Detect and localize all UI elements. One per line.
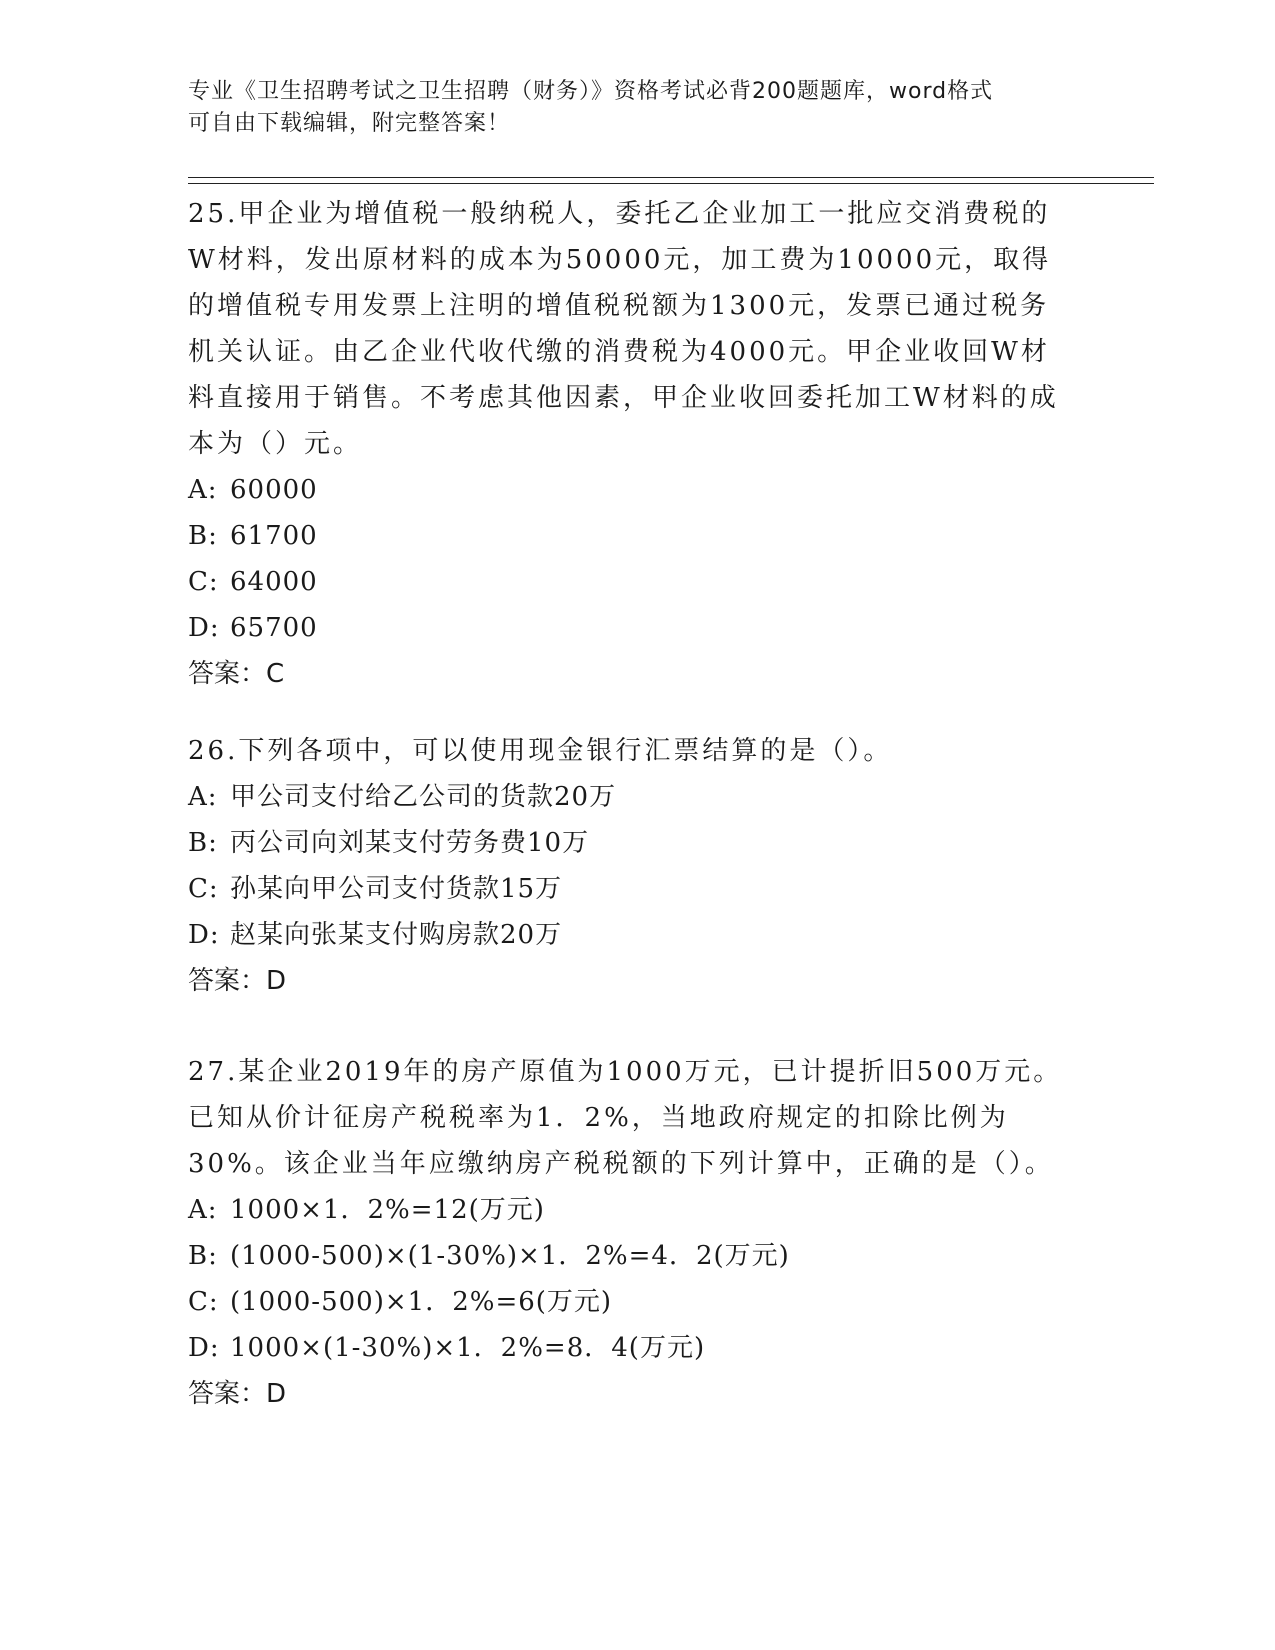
- option-text: 65700: [230, 613, 318, 643]
- option-a: [188, 467, 1078, 513]
- option-text: (1000-500)×1．2%=6(万元): [230, 1287, 613, 1317]
- option-key: C:: [188, 1287, 219, 1317]
- question-text: 26.下列各项中，可以使用现金银行汇票结算的是（）。: [188, 736, 893, 766]
- header-divider-top: [188, 177, 1154, 178]
- option-text: 61700: [230, 521, 318, 551]
- answer-label: 答案：C: [188, 659, 285, 689]
- header-divider-bottom: [188, 183, 1154, 184]
- document-header: [188, 76, 1068, 140]
- option-text: 60000: [230, 475, 318, 505]
- question-25: [188, 191, 1078, 697]
- option-d: [188, 912, 1078, 958]
- option-c: [188, 559, 1078, 605]
- option-a: [188, 774, 1078, 820]
- option-b: [188, 1233, 1078, 1279]
- option-c: [188, 1279, 1078, 1325]
- option-b: [188, 820, 1078, 866]
- option-key: B:: [188, 1241, 218, 1271]
- option-a: [188, 1187, 1078, 1233]
- option-c: [188, 866, 1078, 912]
- question-text: 27.某企业2019年的房产原值为1000万元，已计提折旧500万元。已知从价计征房产税税率为1．2%，当地政府规定的扣除比例为30%。该企业当年应缴纳房产税税额的下列计算中，正确的是（）。: [188, 1057, 1063, 1179]
- option-text: (1000-500)×(1-30%)×1．2%=4．2(万元): [230, 1241, 790, 1271]
- option-key: B:: [188, 521, 218, 551]
- header-title-line-2: 可自由下载编辑，附完整答案！: [188, 111, 511, 136]
- option-b: [188, 513, 1078, 559]
- option-d: [188, 1325, 1078, 1371]
- header-title-line-1: 专业《卫生招聘考试之卫生招聘（财务）》资格考试必背200题题库，word格式: [188, 79, 994, 104]
- option-text: 甲公司支付给乙公司的货款20万: [230, 782, 617, 812]
- option-key: A:: [188, 475, 218, 505]
- option-text: 赵某向张某支付购房款20万: [230, 920, 563, 950]
- question-26: [188, 728, 1078, 1004]
- option-key: C:: [188, 567, 219, 597]
- option-key: D:: [188, 1333, 220, 1363]
- answer-label: 答案：D: [188, 966, 287, 996]
- option-text: 64000: [230, 567, 318, 597]
- question-27: [188, 1049, 1078, 1417]
- option-key: D:: [188, 920, 220, 950]
- option-key: D:: [188, 613, 220, 643]
- option-d: [188, 605, 1078, 651]
- option-key: A:: [188, 782, 218, 812]
- option-key: B:: [188, 828, 218, 858]
- option-text: 1000×(1-30%)×1．2%=8．4(万元): [230, 1333, 706, 1363]
- question-text: 25.甲企业为增值税一般纳税人，委托乙企业加工一批应交消费税的W材料，发出原材料的成本为50000元，加工费为10000元，取得的增值税专用发票上注明的增值税税额为1300元，发票已通过税务机关认证。由乙企业代收代缴的消费税为4000元。甲企业收回W材料直接用于销售。不考虑其他因素，甲企业收回委托加工W材料的成本为（）元。: [188, 199, 1059, 459]
- option-text: 丙公司向刘某支付劳务费10万: [230, 828, 590, 858]
- answer-label: 答案：D: [188, 1379, 287, 1409]
- option-key: A:: [188, 1195, 218, 1225]
- option-text: 1000×1．2%=12(万元): [230, 1195, 545, 1225]
- option-key: C:: [188, 874, 219, 904]
- option-text: 孙某向甲公司支付货款15万: [230, 874, 563, 904]
